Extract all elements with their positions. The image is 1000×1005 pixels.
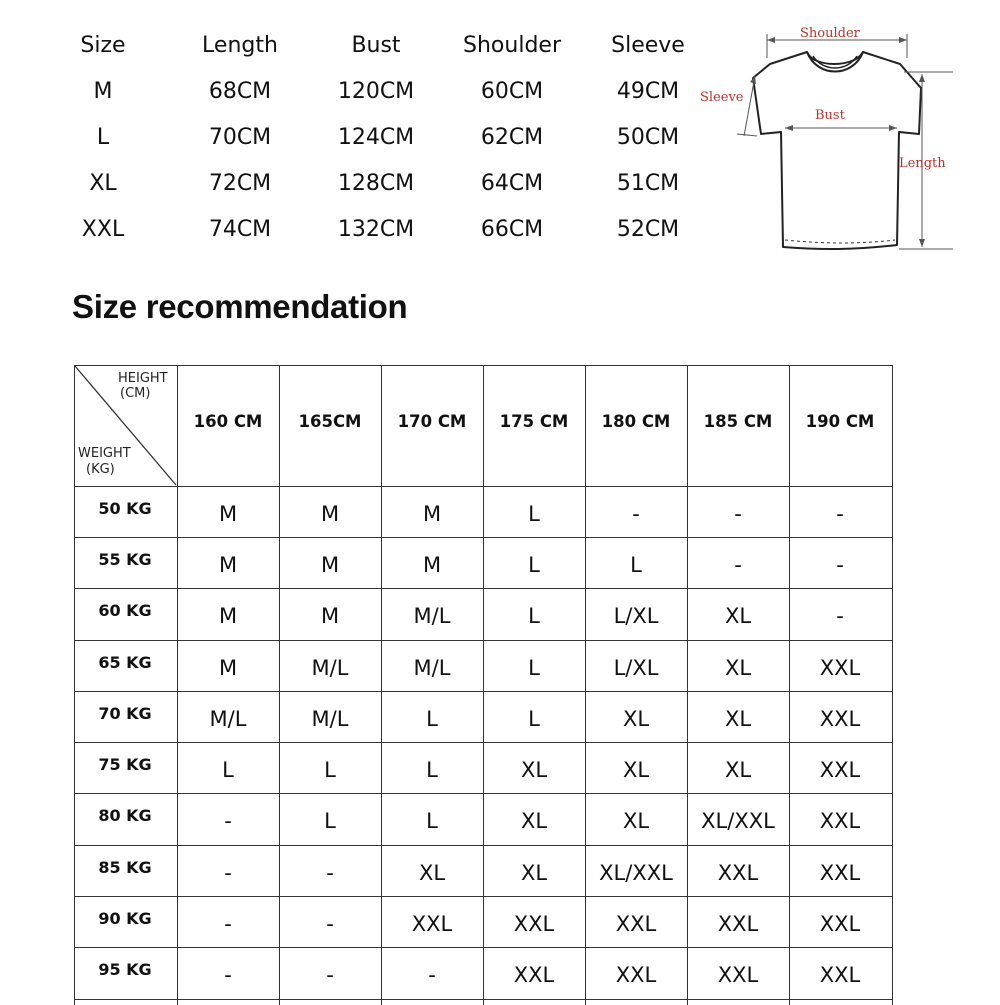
weight-row-header: 75 KG	[98, 754, 152, 774]
measure-bust: 128CM	[337, 171, 415, 196]
measure-sleeve: 50CM	[616, 125, 680, 150]
size-cell: -	[428, 963, 436, 987]
size-cell: M	[320, 604, 340, 628]
grid-hline	[74, 793, 892, 794]
measure-length: 74CM	[208, 217, 272, 242]
grid-vline	[279, 365, 280, 1005]
size-cell: -	[326, 963, 334, 987]
size-cell: XXL	[411, 911, 453, 936]
measure-length: 68CM	[208, 79, 272, 104]
size-cell: M/L	[209, 706, 247, 731]
size-cell: L	[426, 706, 438, 731]
measure-shoulder: 66CM	[480, 217, 544, 242]
size-cell: -	[632, 501, 640, 526]
grid-hline	[74, 640, 892, 641]
length-label: Length	[899, 156, 946, 171]
size-cell: M	[218, 501, 238, 526]
measure-sleeve: 52CM	[616, 217, 680, 242]
grid-hline	[74, 365, 892, 366]
grid-vline	[483, 365, 484, 1005]
corner-height-unit: (CM)	[120, 386, 151, 401]
measure-length: 70CM	[208, 125, 272, 150]
grid-vline	[585, 365, 586, 1005]
height-column-header: 165CM	[298, 412, 362, 431]
height-column-header: 160 CM	[193, 412, 263, 431]
size-cell: L	[528, 501, 540, 526]
grid-vline	[892, 365, 893, 1005]
size-cell: XXL	[819, 706, 861, 731]
size-cell: XL	[520, 757, 548, 782]
measure-header-bust: Bust	[351, 33, 401, 58]
corner-height-label: HEIGHT	[118, 371, 168, 386]
size-cell: M	[218, 655, 238, 680]
size-cell: XL	[520, 809, 548, 833]
weight-row-header: 80 KG	[98, 806, 152, 825]
size-cell: -	[326, 860, 334, 885]
size-cell: M	[422, 501, 442, 526]
size-cell: XL	[622, 757, 650, 782]
size-cell: M/L	[311, 655, 349, 680]
size-cell: L/XL	[613, 655, 659, 680]
size-cell: -	[224, 911, 232, 936]
size-cell: XL	[622, 809, 650, 833]
grid-vline	[789, 365, 790, 1005]
height-column-header: 185 CM	[703, 412, 773, 431]
size-cell: XL	[418, 860, 446, 885]
size-cell: L	[426, 757, 438, 782]
grid-hline	[74, 691, 892, 692]
size-cell: L	[630, 552, 642, 577]
measurement-table	[0, 0, 740, 260]
grid-vline	[687, 365, 688, 1005]
height-column-header: 190 CM	[805, 412, 875, 431]
measure-sleeve: 51CM	[616, 171, 680, 196]
weight-row-header: 70 KG	[98, 703, 152, 723]
size-cell: M	[320, 552, 340, 577]
size-cell: XL	[724, 757, 752, 782]
size-cell: -	[224, 809, 232, 833]
measure-shoulder: 62CM	[480, 125, 544, 150]
measure-bust: 132CM	[337, 217, 415, 242]
size-cell: -	[326, 911, 334, 936]
size-cell: M/L	[413, 604, 451, 628]
size-recommendation-table	[74, 365, 892, 1005]
grid-hline	[74, 588, 892, 589]
measure-bust: 124CM	[337, 125, 415, 150]
weight-row-header: 85 KG	[98, 857, 152, 877]
weight-row-header: 65 KG	[98, 652, 152, 672]
size-cell: L	[528, 552, 540, 577]
size-cell: XXL	[819, 963, 861, 987]
size-cell: XXL	[717, 963, 759, 987]
weight-row-header: 90 KG	[98, 908, 152, 928]
size-cell: XL	[724, 604, 752, 628]
measure-header-shoulder: Shoulder	[463, 33, 561, 58]
measure-size: L	[96, 125, 110, 150]
size-cell: L	[528, 655, 540, 680]
size-cell: XXL	[717, 860, 759, 885]
weight-row-header: 50 KG	[98, 498, 152, 518]
measure-shoulder: 60CM	[480, 79, 544, 104]
size-recommendation-title: Size recommendation	[72, 288, 408, 325]
weight-row-header: 55 KG	[98, 549, 152, 569]
size-cell: XXL	[717, 911, 759, 936]
grid-hline	[74, 742, 892, 743]
size-cell: L/XL	[613, 604, 659, 628]
size-cell: XL	[520, 860, 548, 885]
size-cell: XXL	[615, 963, 657, 987]
size-cell: -	[836, 604, 844, 628]
measure-header-size: Size	[80, 33, 126, 58]
shoulder-label: Shoulder	[800, 26, 860, 41]
size-cell: L	[426, 809, 438, 833]
size-cell: XXL	[513, 963, 555, 987]
size-cell: XXL	[819, 860, 861, 885]
corner-weight-unit: (KG)	[86, 462, 115, 477]
size-cell: -	[224, 963, 232, 987]
size-cell: XXL	[819, 809, 861, 833]
size-cell: L	[324, 757, 336, 782]
grid-vline	[381, 365, 382, 1005]
bust-label: Bust	[815, 108, 845, 123]
size-cell: XXL	[819, 911, 861, 936]
measure-sleeve: 49CM	[616, 79, 680, 104]
tshirt-outline-icon	[695, 18, 990, 268]
corner-weight-label: WEIGHT	[78, 446, 131, 461]
measure-header-length: Length	[202, 33, 278, 58]
measure-size: XL	[89, 171, 117, 196]
size-cell: XL/XXL	[701, 809, 775, 833]
size-cell: XXL	[513, 911, 555, 936]
grid-hline	[74, 947, 892, 948]
size-cell: XXL	[819, 655, 861, 680]
measure-header-sleeve: Sleeve	[611, 33, 685, 58]
size-cell: L	[528, 706, 540, 731]
size-cell: L	[222, 757, 234, 782]
grid-hline	[74, 537, 892, 538]
size-cell: M/L	[311, 706, 349, 731]
size-cell: XL	[622, 706, 650, 731]
size-cell: L	[528, 604, 540, 628]
sleeve-label: Sleeve	[700, 90, 744, 105]
measure-size: M	[93, 79, 113, 104]
height-column-header: 175 CM	[499, 412, 569, 431]
size-cell: M	[218, 552, 238, 577]
grid-vline	[177, 365, 178, 1005]
size-cell: M/L	[413, 655, 451, 680]
size-cell: M	[218, 604, 238, 628]
size-cell: XL	[724, 706, 752, 731]
tshirt-diagram	[695, 18, 990, 268]
height-column-header: 170 CM	[397, 412, 467, 431]
measure-length: 72CM	[208, 171, 272, 196]
size-cell: XL/XXL	[599, 860, 673, 885]
measure-size: XXL	[81, 217, 125, 242]
grid-hline	[74, 896, 892, 897]
size-cell: -	[734, 552, 742, 577]
grid-hline	[74, 486, 892, 487]
height-column-header: 180 CM	[601, 412, 671, 431]
measure-bust: 120CM	[337, 79, 415, 104]
weight-row-header: 60 KG	[98, 601, 152, 620]
measure-shoulder: 64CM	[480, 171, 544, 196]
size-cell: -	[224, 860, 232, 885]
size-cell: XXL	[819, 757, 861, 782]
size-cell: M	[320, 501, 340, 526]
grid-hline	[74, 845, 892, 846]
weight-row-header: 95 KG	[98, 960, 152, 979]
size-cell: -	[734, 501, 742, 526]
size-cell: XL	[724, 655, 752, 680]
size-cell: M	[422, 552, 442, 577]
size-cell: -	[836, 501, 844, 526]
size-cell: XXL	[615, 911, 657, 936]
size-cell: -	[836, 552, 844, 577]
size-cell: L	[324, 809, 336, 833]
